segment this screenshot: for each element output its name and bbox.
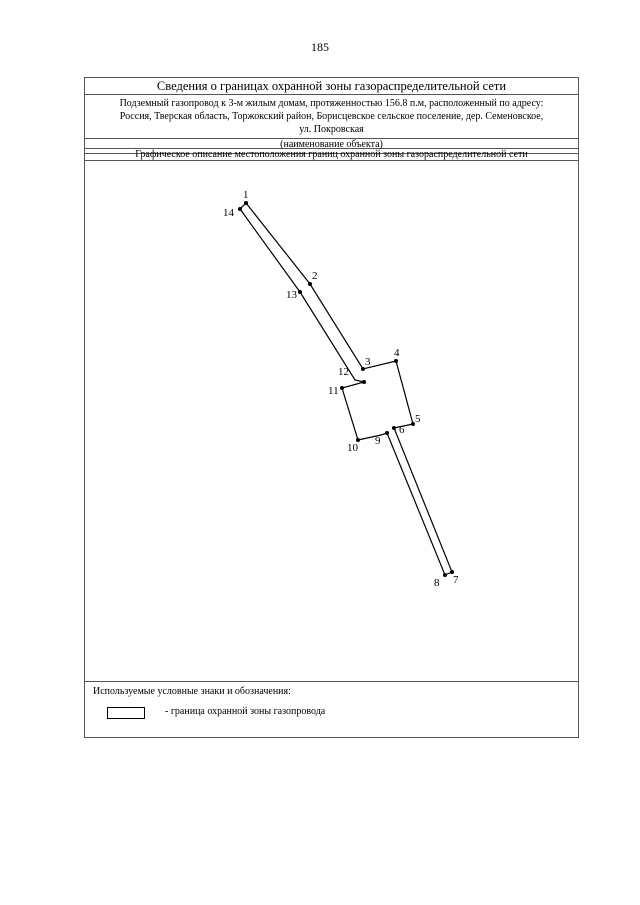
legend-boundary-text: - граница охранной зоны газопровода: [165, 706, 326, 717]
page-number: 185: [311, 40, 329, 54]
info-table: [84, 77, 579, 738]
boundary-point-label: 6: [399, 424, 405, 436]
boundary-point-marker: [340, 386, 344, 390]
graphic-description-title: Графическое описание местоположения границ охранной зоны газораспределительной сети: [85, 149, 578, 161]
boundary-point-label: 1: [243, 189, 249, 201]
boundary-point-label: 12: [338, 366, 349, 378]
boundary-point-marker: [298, 290, 302, 294]
boundary-point-label: 13: [286, 289, 297, 301]
boundary-point-label: 9: [375, 435, 381, 447]
boundary-point-label: 3: [365, 356, 371, 368]
boundary-point-marker: [308, 282, 312, 286]
legend-boundary-swatch: [107, 707, 145, 719]
boundary-point-marker: [238, 207, 242, 211]
boundary-point-marker: [392, 426, 396, 430]
boundary-point-marker: [385, 431, 389, 435]
boundary-point-label: 2: [312, 270, 318, 282]
boundary-point-label: 5: [415, 413, 421, 425]
legend-title: Используемые условные знаки и обозначения:: [93, 686, 291, 697]
boundary-point-marker: [362, 380, 366, 384]
boundary-point-marker: [394, 359, 398, 363]
object-description-line: ул. Покровская: [299, 124, 364, 135]
boundary-point-label: 14: [223, 207, 234, 219]
boundary-point-marker: [443, 573, 447, 577]
zone-boundary-drawing: [85, 162, 580, 682]
table-title: Сведения о границах охранной зоны газораспределительной сети: [85, 78, 578, 95]
object-caption: (наименование объекта): [85, 138, 578, 149]
legend: [85, 681, 578, 739]
boundary-point-label: 10: [347, 442, 358, 454]
boundary-point-label: 8: [434, 577, 440, 589]
zone-boundary-polygon: [240, 203, 452, 575]
boundary-point-label: 7: [453, 574, 459, 586]
boundary-point-marker: [244, 201, 248, 205]
boundary-point-label: 4: [394, 347, 400, 359]
boundary-point-label: 11: [328, 385, 339, 397]
object-description-line: Россия, Тверская область, Торжокский район, Борисцевское сельское поселение, дер. Семеновское,: [119, 111, 544, 122]
object-description-line: Подземный газопровод к 3-м жилым домам, протяженностью 156.8 п.м, расположенный по адресу:: [119, 98, 544, 109]
